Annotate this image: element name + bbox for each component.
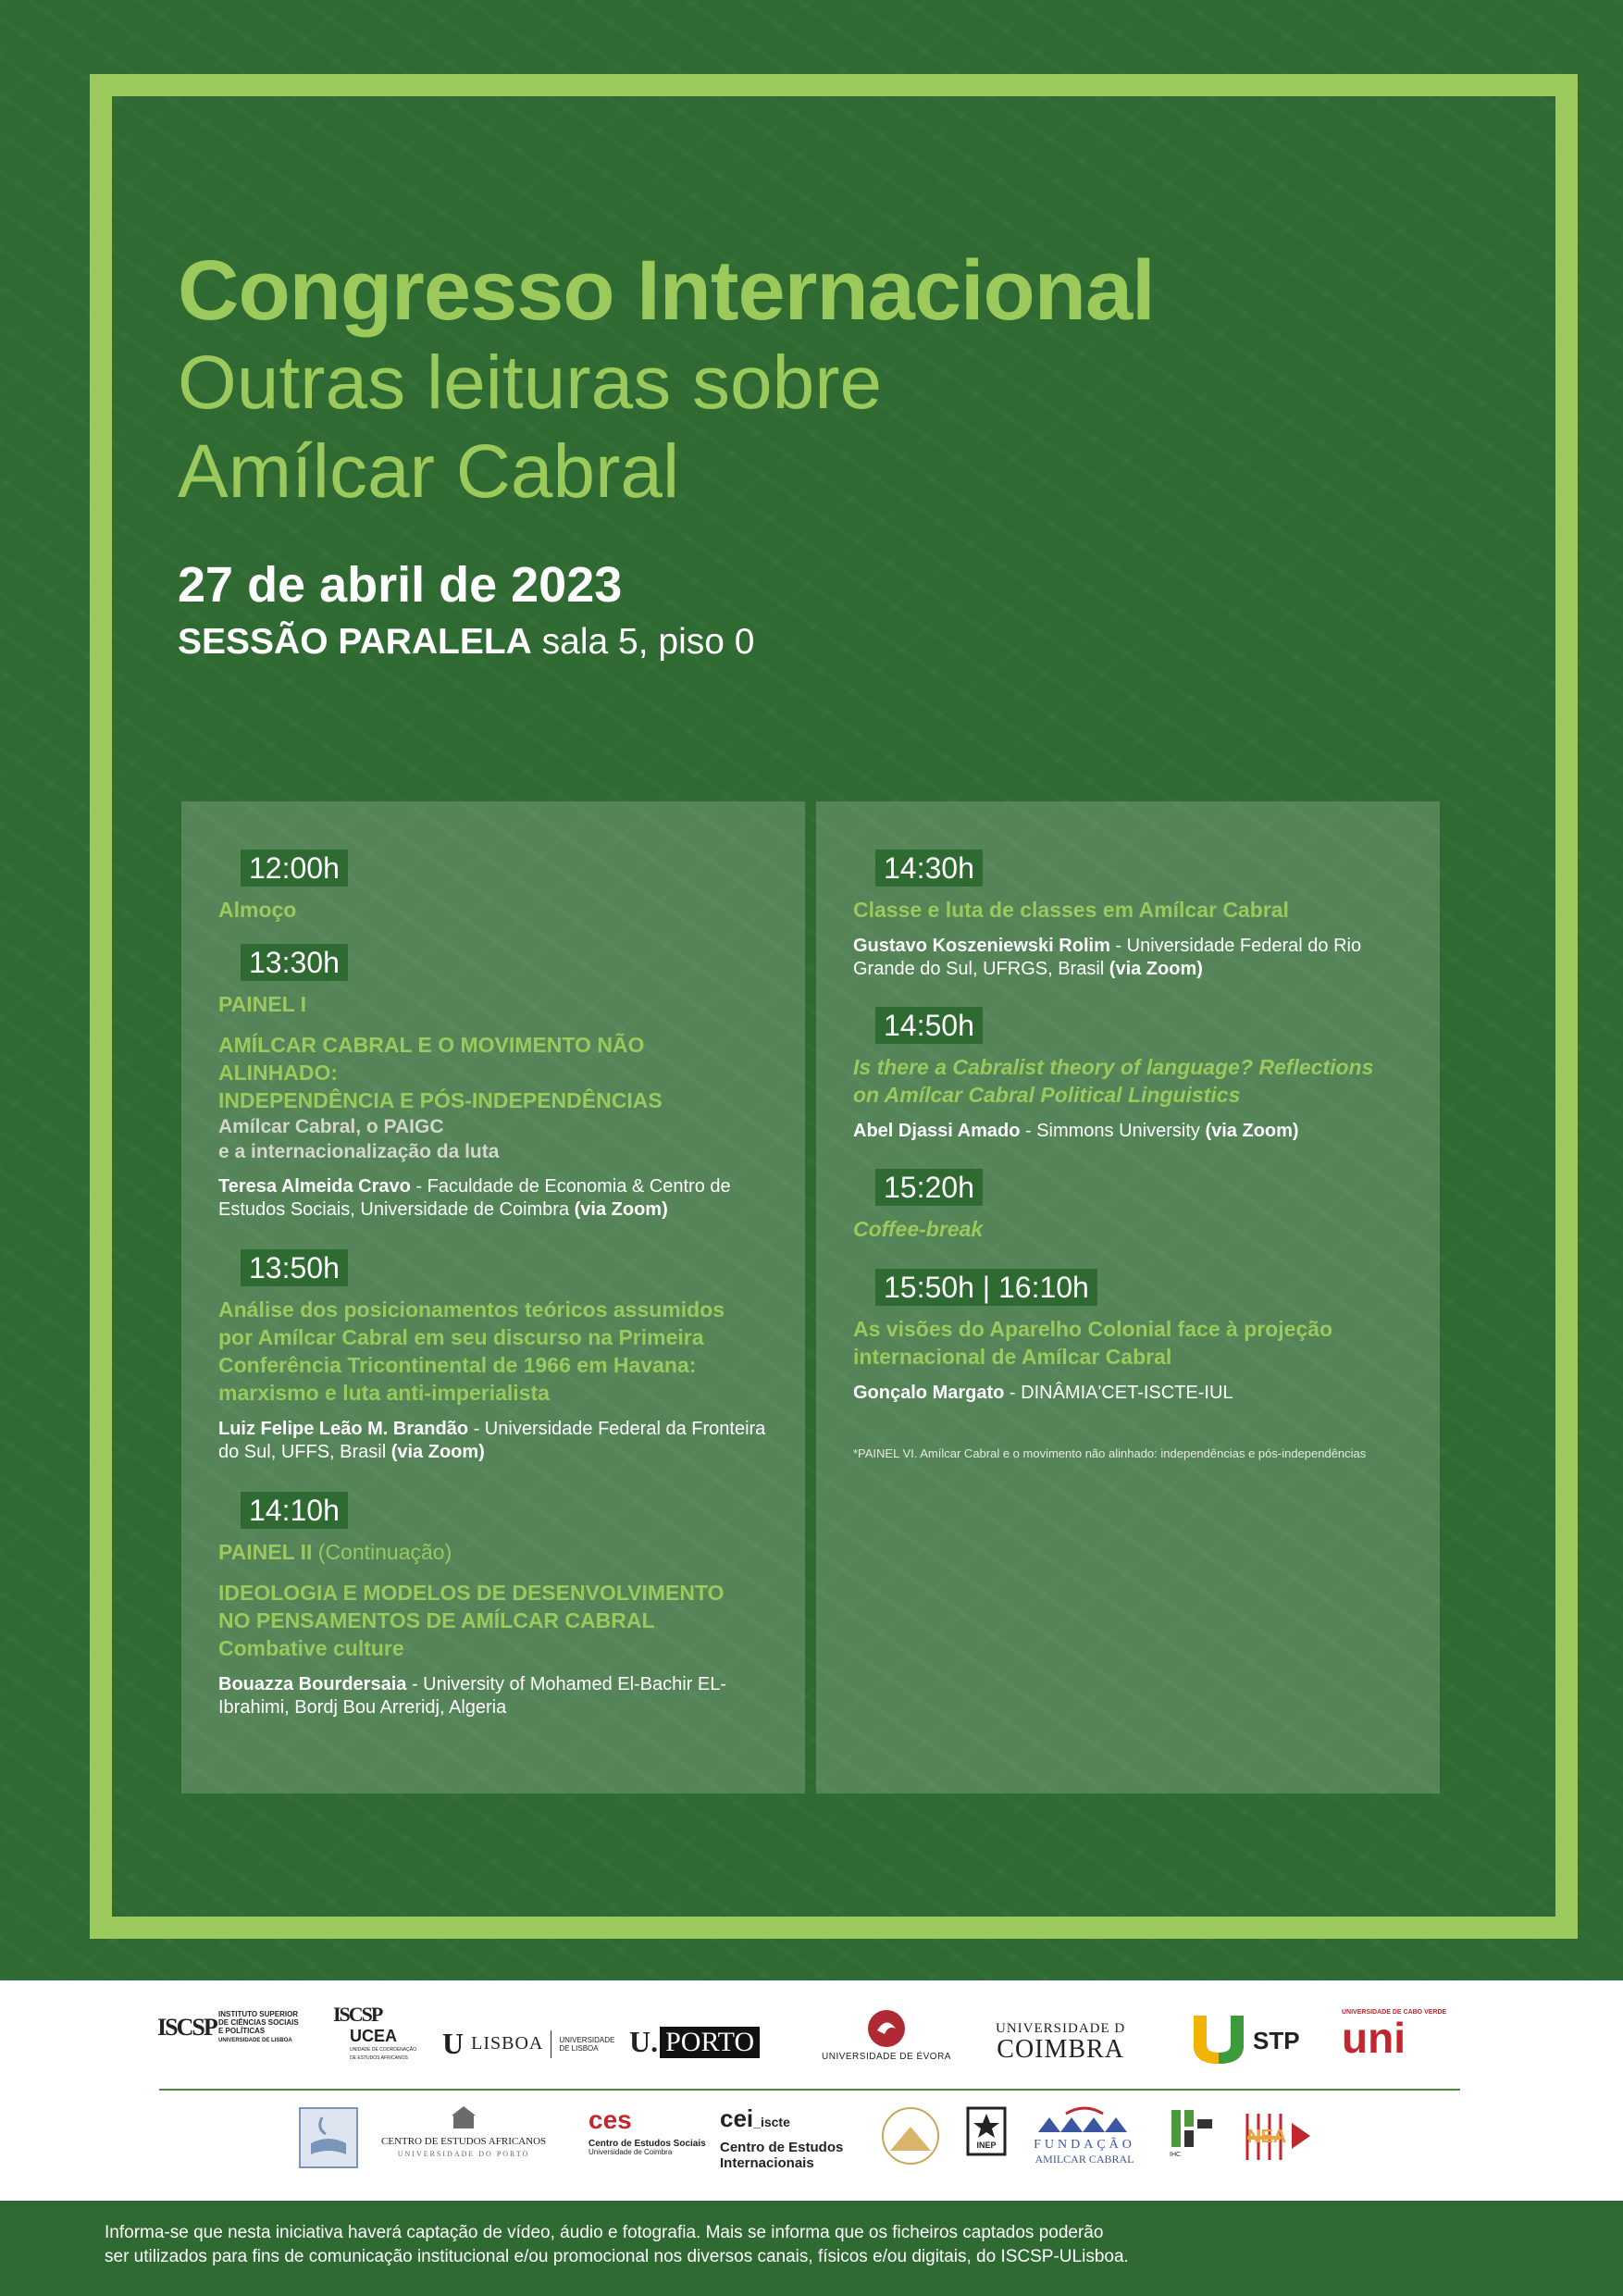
cea-line2: UNIVERSIDADE DO PORTO: [397, 2150, 530, 2158]
panel-theme: AMÍLCAR CABRAL E O MOVIMENTO NÃO: [218, 1033, 645, 1057]
congress-subtitle-line2: Amílcar Cabral: [178, 429, 680, 514]
talk-title: Classe e luta de classes em Amílcar Cabral: [853, 898, 1289, 922]
cei-mark: [720, 2104, 790, 2136]
via-zoom-note: (via Zoom): [574, 1199, 668, 1220]
cei-text: cei: [720, 2104, 754, 2132]
uporto-logo: [629, 2025, 760, 2059]
program-slot: [218, 1492, 779, 1719]
speaker: [853, 1382, 1414, 1405]
panel-theme: IDEOLOGIA E MODELOS DE DESENVOLVIMENTO: [218, 1581, 725, 1605]
time-badge: 14:50h: [875, 1007, 983, 1044]
speaker: [218, 1418, 779, 1464]
panel-label: PAINEL I: [218, 992, 306, 1016]
iscsp-caption-line: E POLÍTICAS: [218, 2027, 266, 2035]
ulisboa-mark: U: [442, 2027, 465, 2060]
program-slot: [853, 1269, 1414, 1461]
inep-text: INEP: [976, 2141, 997, 2150]
talk-title: Conferência Tricontinental de 1966 em Havana:: [218, 1353, 697, 1377]
nea-text: NEA: [1247, 2127, 1287, 2147]
ucea-mark: UCEA: [350, 2027, 398, 2045]
program-slot: [853, 1007, 1414, 1143]
unicv-top: UNIVERSIDADE DE CABO VERDE: [1342, 2009, 1447, 2016]
program-column-left: [181, 801, 805, 1793]
evora-text: UNIVERSIDADE DE ÉVORA: [822, 2052, 951, 2062]
panel-theme: NO PENSAMENTOS DE AMÍLCAR CABRAL: [218, 1608, 655, 1632]
ulisboa-logo: [442, 2027, 614, 2061]
program-slot: [218, 944, 779, 1222]
panel-theme: ALINHADO:: [218, 1061, 339, 1085]
panel-theme: INDEPENDÊNCIA E PÓS-INDEPENDÊNCIAS: [218, 1088, 663, 1112]
via-zoom-note: (via Zoom): [1205, 1121, 1299, 1141]
cei-line2: Internacionais: [720, 2155, 814, 2171]
congress-title: Congresso Internacional: [178, 243, 1155, 338]
ces-text: ces: [588, 2105, 632, 2134]
ces-logo: [588, 2104, 706, 2156]
evora-emblem-icon: [866, 2008, 907, 2049]
iscsp-caption-line: INSTITUTO SUPERIOR: [218, 2010, 299, 2018]
speaker: [853, 935, 1414, 981]
nea-logo: [1240, 2104, 1314, 2169]
cea-logo: [381, 2104, 546, 2158]
fundacao-line1: FUNDAÇÃO: [1034, 2138, 1135, 2152]
session-label: SESSÃO PARALELA: [178, 622, 532, 662]
ucea-caption: UNIDADE DE COORDENAÇÃO DE ESTUDOS AFRICANOS: [350, 2047, 416, 2061]
coimbra-line1: UNIVERSIDADE D: [996, 2021, 1126, 2036]
speaker-name: Gustavo Koszeniewski Rolim: [853, 936, 1110, 956]
speaker-name: Bouazza Bourdersaia: [218, 1674, 407, 1694]
unicv-logo: [1342, 2008, 1447, 2062]
talk-title: e a internacionalização da luta: [218, 1141, 500, 1162]
speaker-affiliation: - DINÂMIA'CET-ISCTE-IUL: [1004, 1383, 1233, 1403]
program-slot: [218, 1249, 779, 1464]
session-location: sala 5, piso 0: [541, 622, 755, 662]
ulisboa-text: LISBOA: [471, 2033, 544, 2054]
cei-logo: [720, 2104, 843, 2171]
cei-suffix: _iscte: [753, 2115, 790, 2129]
fundacao-amilcar-cabral-logo: [1029, 2104, 1140, 2166]
speaker-name: Luiz Felipe Leão M. Brandão: [218, 1419, 469, 1439]
speaker: [853, 1120, 1414, 1143]
ucea-logo: [333, 2003, 424, 2063]
talk-title: As visões do Aparelho Colonial face à projeção: [853, 1317, 1333, 1341]
via-zoom-note: (via Zoom): [390, 1442, 485, 1462]
ces-line2: Universidade de Coimbra: [588, 2148, 673, 2156]
uporto-u: U.: [629, 2025, 659, 2058]
speaker-name: Abel Djassi Amado: [853, 1121, 1021, 1141]
panel-label: [218, 1538, 779, 1566]
coimbra-logo: [996, 2021, 1125, 2063]
ulisboa-caption-line: DE LISBOA: [559, 2043, 599, 2053]
talk-title: Combative culture: [218, 1636, 404, 1660]
program-slot: [218, 850, 779, 924]
ihc-logo: [1170, 2106, 1216, 2159]
time-badge: 12:00h: [241, 850, 348, 887]
talk-title: Análise dos posicionamentos teóricos assumidos: [218, 1297, 725, 1322]
speaker-affiliation: - Universidade Federal do Rio Grande do Sul, UFRGS, Brasil: [853, 936, 1362, 979]
cea-line1: CENTRO DE ESTUDOS AFRICANOS: [381, 2136, 547, 2147]
talk-title: on Amílcar Cabral Political Linguistics: [853, 1083, 1241, 1107]
disclaimer-line2: ser utilizados para fins de comunicação institucional e/ou promocional nos diversos canais, físicos e/ou digitais, do ISCSP-ULisboa.: [105, 2247, 1129, 2266]
evora-logo: [822, 2008, 951, 2061]
time-badge: 14:30h: [875, 850, 983, 887]
partner-emblem-logo: [298, 2106, 359, 2169]
speaker-affiliation: - University of Mohamed El-Bachir EL-Ibrahimi, Bordj Bou Arreridj, Algeria: [218, 1674, 727, 1718]
talk-title: internacional de Amílcar Cabral: [853, 1345, 1172, 1369]
iscsp-caption-line: DE CIÊNCIAS SOCIAIS: [218, 2018, 299, 2027]
time-badge: 15:50h | 16:10h: [875, 1269, 1097, 1306]
iscsp-mark: ISCSP: [157, 2014, 217, 2041]
fundacao-emblem-icon: [1029, 2104, 1140, 2138]
fundacao-line2: AMILCAR CABRAL: [1035, 2153, 1134, 2166]
ihc-emblem-icon: [1170, 2106, 1216, 2151]
speaker: [218, 1175, 779, 1222]
partner-logos: [0, 1980, 1623, 2201]
title-block: [178, 242, 1381, 664]
speaker-name: Teresa Almeida Cravo: [218, 1176, 411, 1197]
talk-title: marxismo e luta anti-imperialista: [218, 1381, 550, 1405]
logo-divider: [159, 2089, 1460, 2091]
media-disclaimer: [0, 2201, 1623, 2296]
ustp-u-icon: [1188, 2014, 1249, 2067]
disclaimer-text: [105, 2221, 1307, 2269]
disclaimer-line1: Informa-se que nesta iniciativa haverá captação de vídeo, áudio e fotografia. Mais se informa que os ficheiros captados poderão: [105, 2223, 1104, 2242]
program-slot: [853, 1169, 1414, 1243]
talk-title: Is there a Cabralist theory of language? Reflections: [853, 1055, 1374, 1079]
book-emblem-icon: [298, 2106, 359, 2169]
via-zoom-note: (via Zoom): [1109, 959, 1203, 979]
cea-emblem-icon: [450, 2104, 477, 2132]
ustp-text: STP: [1253, 2026, 1300, 2054]
time-badge: 13:50h: [241, 1249, 348, 1286]
time-badge: 14:10h: [241, 1492, 348, 1529]
session-line: [178, 620, 1381, 664]
ihc-text: IHC: [1170, 2152, 1182, 2158]
sunburst-emblem-icon: [873, 2106, 948, 2166]
uporto-text: PORTO: [660, 2027, 760, 2058]
speaker-name: Gonçalo Margato: [853, 1383, 1005, 1403]
program-slot: [853, 850, 1414, 981]
ulisboa-caption: [559, 2036, 614, 2053]
iscsp-caption: [218, 2010, 299, 2045]
ulisboa-caption-line: UNIVERSIDADE: [559, 2035, 615, 2044]
coimbra-line2: COIMBRA: [997, 2035, 1124, 2064]
unicv-text: uni: [1342, 2014, 1406, 2062]
time-badge: 13:30h: [241, 944, 348, 981]
ucea-iscsp-mark: ISCSP: [333, 2003, 382, 2026]
speaker: [218, 1673, 779, 1719]
footnote: *PAINEL VI. Amílcar Cabral e o movimento não alinhado: independências e pós-independências: [853, 1446, 1367, 1460]
iscsp-caption-line: UNIVERSIDADE DE LISBOA: [218, 2038, 292, 2043]
speaker-affiliation: - Simmons University: [1020, 1121, 1206, 1141]
ces-line1: Centro de Estudos Sociais: [588, 2139, 706, 2149]
panel-note: (Continuação): [312, 1540, 452, 1564]
slot-title: Coffee-break: [853, 1217, 984, 1241]
centro-estudos-logo: [873, 2106, 948, 2166]
time-badge: 15:20h: [875, 1169, 983, 1206]
iscsp-logo: [157, 2010, 299, 2045]
program-column-right: [816, 801, 1440, 1793]
panel-name: PAINEL II: [218, 1540, 313, 1564]
congress-subtitle-line1: Outras leituras sobre: [178, 341, 883, 425]
speaker-affiliation: - Faculdade de Economia & Centro de Estudos Sociais, Universidade de Coimbra: [218, 1176, 731, 1220]
talk-title: Amílcar Cabral, o PAIGC: [218, 1116, 444, 1137]
speaker-affiliation: - Universidade Federal da Fronteira do Sul, UFFS, Brasil: [218, 1419, 766, 1462]
talk-title: por Amílcar Cabral em seu discurso na Primeira: [218, 1325, 704, 1349]
slot-title: Almoço: [218, 898, 297, 922]
ustp-logo: [1188, 2014, 1300, 2067]
inep-logo: [966, 2106, 1007, 2150]
event-date: 27 de abril de 2023: [178, 557, 623, 613]
cei-line1: Centro de Estudos: [720, 2140, 844, 2155]
